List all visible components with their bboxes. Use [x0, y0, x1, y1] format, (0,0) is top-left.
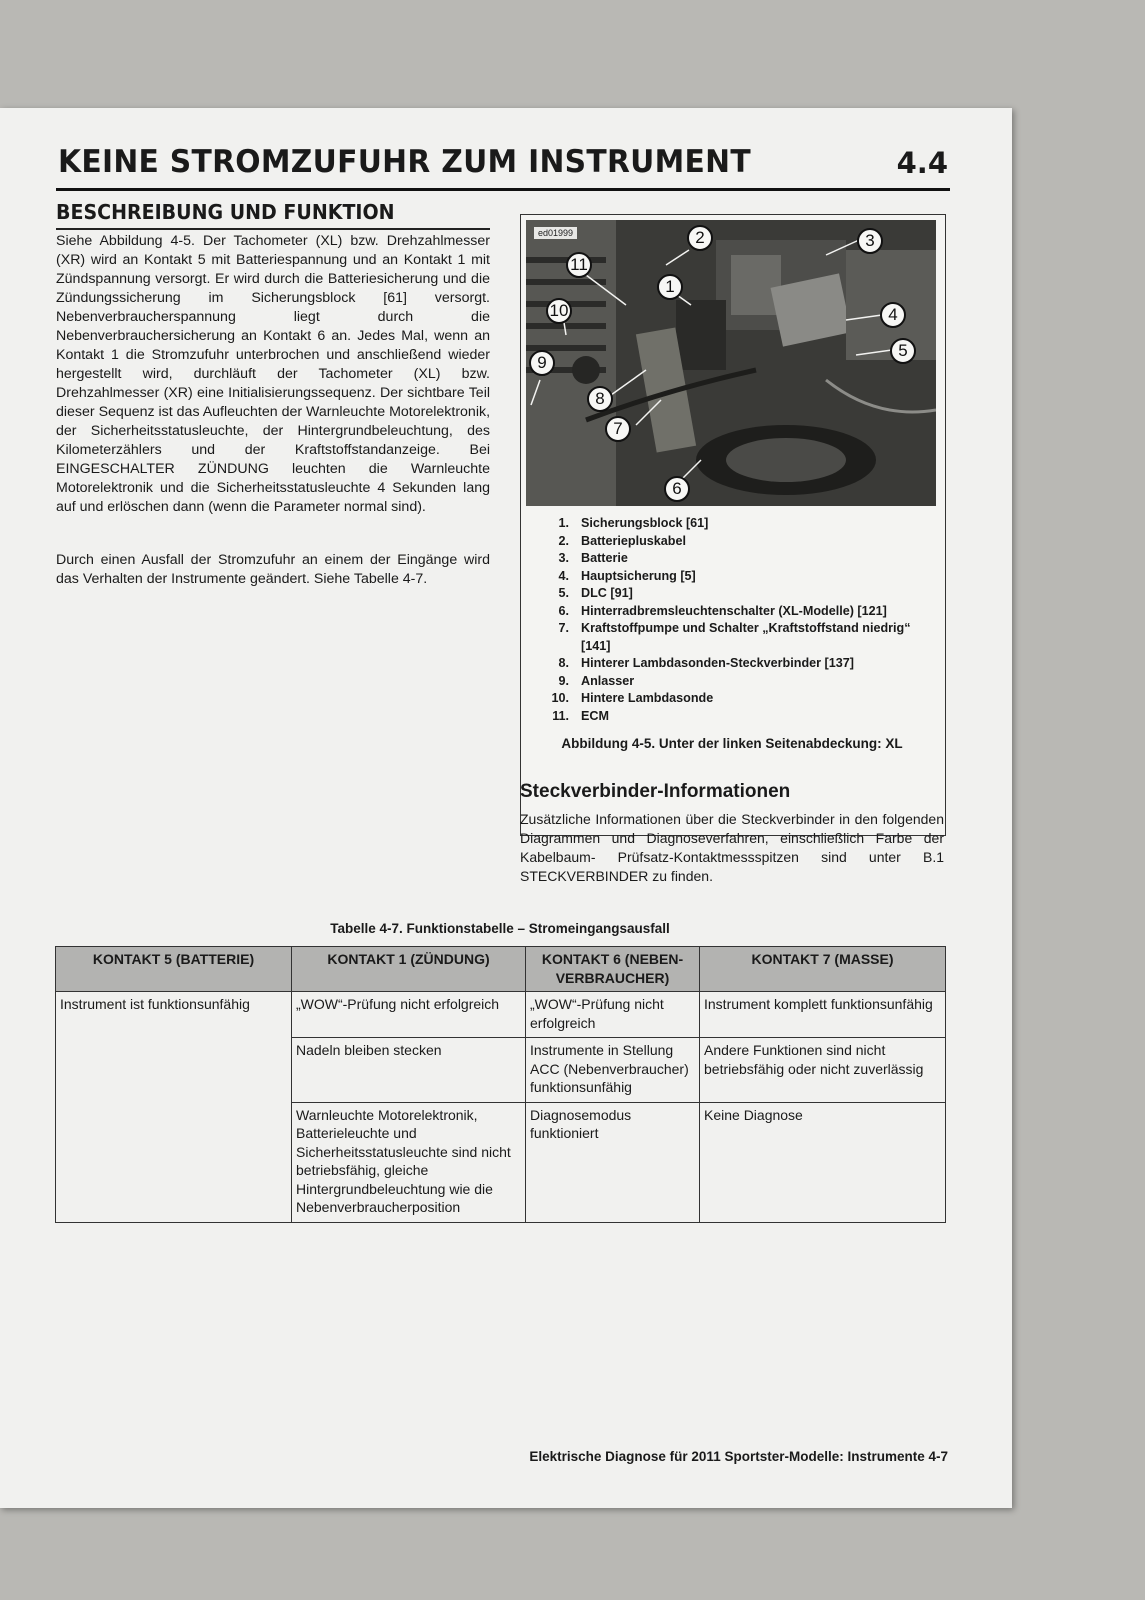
figure-legend [541, 515, 941, 725]
connector-info-heading: Steckverbinder-Informationen [520, 781, 791, 802]
legend-label: Anlasser [581, 673, 635, 688]
header-kontakt-1: KONTAKT 1 (ZÜNDUNG) [292, 947, 526, 992]
header-kontakt-5: KONTAKT 5 (BATTERIE) [56, 947, 292, 992]
legend-label: Batteriepluskabel [581, 533, 686, 548]
table-cell: Instrumente in Stellung ACC (Nebenverbraucher) funktionsunfähig [526, 1038, 700, 1103]
header-rule [56, 188, 950, 191]
table-cell: Keine Diagnose [700, 1102, 946, 1222]
legend-item [541, 708, 941, 726]
legend-number: 4. [558, 568, 569, 583]
legend-item [541, 655, 941, 673]
table-cell: Nadeln bleiben stecken [292, 1038, 526, 1103]
table-cell: Instrument komplett funktionsunfähig [700, 992, 946, 1038]
callout-5: 5 [890, 338, 916, 364]
legend-number: 2. [558, 533, 569, 548]
function-table [55, 946, 946, 1223]
legend-number: 3. [558, 551, 569, 565]
section-heading: BESCHREIBUNG UND FUNKTION [56, 200, 395, 224]
callout-10: 10 [546, 298, 572, 324]
callout-7: 7 [605, 416, 631, 442]
legend-item [541, 585, 941, 603]
legend-label: Batterie [581, 551, 628, 565]
connector-info-paragraph: Zusätzliche Informationen über die Steckverbinder in den folgenden Diagrammen und Diagnoseverfahren, einschließlich Farbe der Kabelbaum- Prüfsatz-Kontaktmessspitzen sind unter B.1 STECKVERBINDER zu finden. [520, 811, 944, 884]
header-kontakt-6: KONTAKT 6 (NEBEN-VERBRAUCHER) [526, 947, 700, 992]
figure-caption: Abbildung 4-5. Unter der linken Seitenabdeckung: XL [561, 736, 903, 751]
callout-6: 6 [664, 476, 690, 502]
callout-9: 9 [529, 350, 555, 376]
table-cell: Instrument ist funktionsunfähig [56, 992, 292, 1223]
legend-label: DLC [91] [581, 586, 633, 600]
manual-page [0, 108, 1012, 1508]
legend-number: 7. [558, 621, 569, 635]
legend-number: 9. [558, 673, 569, 688]
legend-item [541, 568, 941, 586]
legend-number: 6. [558, 603, 569, 618]
legend-number: 5. [558, 586, 569, 600]
table-cell: „WOW“-Prüfung nicht erfolgreich [526, 992, 700, 1038]
legend-item [541, 603, 941, 621]
table-cell: Andere Funktionen sind nicht betriebsfähig oder nicht zuverlässig [700, 1038, 946, 1103]
legend-item [541, 533, 941, 551]
engine-photo [526, 220, 936, 506]
table-cell: Diagnosemodus funktioniert [526, 1102, 700, 1222]
legend-item [541, 673, 941, 691]
legend-label: Kraftstoffpumpe und Schalter „Kraftstoffstand niedrig“ [141] [581, 621, 911, 653]
table-title: Tabelle 4-7. Funktionstabelle – Stromeingangsausfall [330, 921, 670, 936]
section-number: 4.4 [896, 146, 948, 180]
table-header-row [56, 947, 946, 992]
callout-3: 3 [857, 228, 883, 254]
callout-8: 8 [587, 386, 613, 412]
callout-1: 1 [657, 274, 683, 300]
legend-label: Hinterradbremsleuchtenschalter (XL-Modelle) [121] [581, 603, 887, 618]
legend-number: 10. [551, 691, 569, 705]
legend-label: Hintere Lambdasonde [581, 691, 714, 705]
legend-item [541, 550, 941, 568]
failure-paragraph: Durch einen Ausfall der Stromzufuhr an einem der Eingänge wird das Verhalten der Instrumente geändert. Siehe Tabelle 4-7. [56, 552, 490, 587]
callout-2: 2 [687, 225, 713, 251]
legend-number: 1. [558, 516, 569, 530]
legend-item [541, 515, 941, 533]
callout-11: 11 [566, 252, 592, 278]
table-cell: „WOW“-Prüfung nicht erfolgreich [292, 992, 526, 1038]
callout-4: 4 [880, 302, 906, 328]
legend-label: Hauptsicherung [5] [581, 568, 696, 583]
legend-number: 8. [558, 656, 569, 670]
header-kontakt-7: KONTAKT 7 (MASSE) [700, 947, 946, 992]
page-footer: Elektrische Diagnose für 2011 Sportster-Modelle: Instrumente 4-7 [529, 1449, 948, 1464]
page-title: KEINE STROMZUFUHR ZUM INSTRUMENT [58, 144, 751, 180]
legend-label: Sicherungsblock [61] [581, 516, 709, 530]
table-row [56, 992, 946, 1038]
section-rule [56, 228, 490, 230]
legend-label: Hinterer Lambdasonden-Steckverbinder [137] [581, 656, 854, 670]
description-paragraph: Siehe Abbildung 4-5. Der Tachometer (XL) bzw. Drehzahlmesser (XR) wird an Kontakt 5 mit Batteriespannung und an Kontakt 1 mit Zündspannung versorgt. Er wird durch die Batteriesicherung und die Zündungssicherung im Sicherungsblock [61] versorgt. Nebenverbraucherspannung liegt durch die Nebenverbrauchersicherung an Kontakt 6 an. Jedes Mal, wenn an Kontakt 1 die Stromzufuhr unterbrochen und anschließend wieder hergestellt wird, durchläuft der Tachometer (XL) bzw. Drehzahlmesser (XR) eine Initialisierungssequenz. Der sichtbare Teil dieser Sequenz ist das Aufleuchten der Warnleuchte Motorelektronik, der Sicherheitsstatusleuchte, der Hintergrundbeleuchtung, des Kilometerzählers und der Kraftstoffstandanzeige. Bei EINGESCHALTER ZÜNDUNG leuchten die Warnleuchte Motorelektronik und die Sicherheitsstatusleuchte 4 Sekunden lang auf und erlöschen dann (wenn die Parameter normal sind). [56, 233, 491, 515]
legend-label: ECM [581, 708, 609, 723]
table-cell: Warnleuchte Motorelektronik, Batterieleuchte und Sicherheitsstatusleuchte sind nicht betriebsfähig, gleiche Hintergrundbeleuchtung wie die Nebenverbraucherposition [292, 1102, 526, 1222]
figure-id-label: ed01999 [534, 227, 577, 239]
legend-item [541, 620, 941, 655]
legend-number: 11. [552, 708, 569, 723]
legend-item [541, 690, 941, 708]
